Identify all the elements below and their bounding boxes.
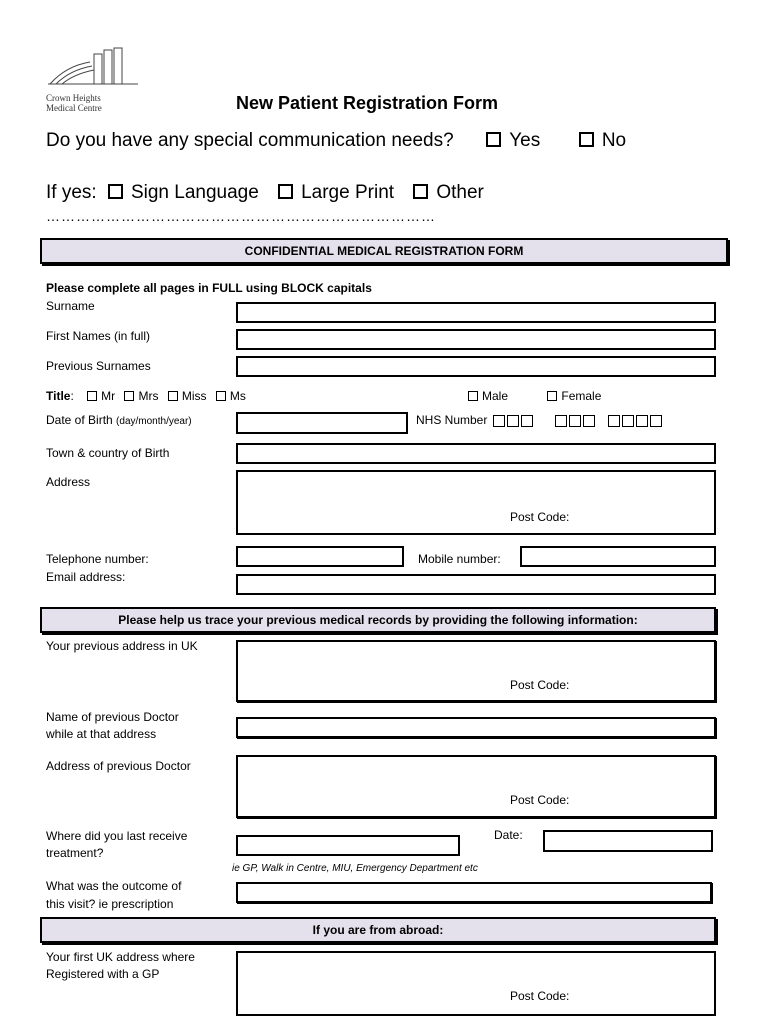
male-label: Male (482, 389, 509, 403)
communication-question-row (46, 130, 626, 152)
mrs-label: Mrs (138, 389, 159, 403)
outcome-label-1: What was the outcome of (46, 879, 182, 893)
date-label: Date: (494, 828, 523, 842)
other-dotted-line: …………………………………………………………………… (46, 208, 436, 224)
gender-row (464, 388, 601, 405)
email-field[interactable] (236, 574, 716, 595)
prev-doctor-address-field[interactable] (236, 755, 716, 818)
outcome-label-2: this visit? ie prescription (46, 897, 174, 911)
first-uk-address-field[interactable] (236, 951, 716, 1016)
ms-checkbox[interactable] (216, 391, 226, 401)
trace-records-banner: Please help us trace your previous medical records by providing the following information: (40, 607, 716, 633)
dob-label-row (46, 412, 192, 430)
address-postcode-label: Post Code: (510, 510, 570, 524)
first-uk-postcode-label: Post Code: (510, 989, 570, 1003)
other-checkbox[interactable] (413, 184, 428, 199)
previous-surnames-field[interactable] (236, 356, 716, 377)
first-uk-address-label-2: Registered with a GP (46, 967, 160, 981)
surname-label: Surname (46, 299, 95, 313)
prev-address-postcode-label: Post Code: (510, 678, 570, 692)
building-logo-icon (46, 44, 146, 88)
dob-label: Date of Birth (46, 413, 113, 427)
communication-question: Do you have any special communication needs? (46, 130, 454, 151)
instruction-text: Please complete all pages in FULL using BLOCK capitals (46, 281, 372, 295)
if-yes-row (46, 182, 484, 204)
prev-doctor-field[interactable] (236, 717, 716, 738)
first-names-label: First Names (in full) (46, 329, 151, 343)
if-yes-label: If yes: (46, 182, 97, 203)
mrs-checkbox[interactable] (124, 391, 134, 401)
yes-checkbox[interactable] (486, 132, 501, 147)
treatment-date-field[interactable] (543, 830, 713, 852)
mobile-field[interactable] (520, 546, 716, 567)
telephone-field[interactable] (236, 546, 404, 567)
title-colon: : (70, 389, 74, 403)
first-names-field[interactable] (236, 329, 716, 350)
email-label: Email address: (46, 570, 126, 584)
sign-language-checkbox[interactable] (108, 184, 123, 199)
mobile-label: Mobile number: (418, 552, 501, 566)
prev-doctor-address-label: Address of previous Doctor (46, 759, 191, 773)
last-treatment-field[interactable] (236, 835, 460, 856)
prev-address-field[interactable] (236, 640, 716, 702)
first-uk-address-label-1: Your first UK address where (46, 950, 195, 964)
yes-label: Yes (509, 130, 541, 151)
surname-field[interactable] (236, 302, 716, 323)
treatment-hint: ie GP, Walk in Centre, MIU, Emergency Department etc (232, 863, 478, 874)
large-print-label: Large Print (301, 182, 395, 203)
town-country-label: Town & country of Birth (46, 446, 170, 460)
telephone-label: Telephone number: (46, 552, 149, 566)
male-checkbox[interactable] (468, 391, 478, 401)
previous-surnames-label: Previous Surnames (46, 359, 151, 373)
mr-label: Mr (101, 389, 116, 403)
nhs-row (416, 412, 664, 429)
dob-field[interactable] (236, 412, 408, 434)
large-print-checkbox[interactable] (278, 184, 293, 199)
prev-address-label: Your previous address in UK (46, 639, 198, 653)
outcome-field[interactable] (236, 882, 712, 903)
miss-label: Miss (181, 389, 207, 403)
female-label: Female (561, 389, 602, 403)
confidential-banner: CONFIDENTIAL MEDICAL REGISTRATION FORM (40, 238, 728, 264)
last-treatment-label-2: treatment? (46, 846, 104, 860)
dob-format: (day/month/year) (116, 416, 192, 427)
mr-checkbox[interactable] (87, 391, 97, 401)
title-label: Title (46, 389, 71, 403)
logo-line-1: Crown Heights (46, 93, 101, 103)
address-label: Address (46, 475, 91, 489)
nhs-boxes[interactable] (493, 412, 664, 429)
last-treatment-label-1: Where did you last receive (46, 829, 188, 843)
title-row (46, 388, 246, 405)
no-label: No (601, 130, 627, 151)
address-field[interactable] (236, 470, 716, 535)
form-title: New Patient Registration Form (236, 93, 499, 113)
prev-doctor-postcode-label: Post Code: (510, 793, 570, 807)
sign-language-label: Sign Language (130, 182, 259, 203)
nhs-label: NHS Number (416, 413, 488, 427)
other-label: Other (436, 182, 484, 203)
prev-doctor-label-1: Name of previous Doctor (46, 710, 179, 724)
clinic-logo (46, 44, 146, 113)
abroad-banner: If you are from abroad: (40, 917, 716, 943)
prev-doctor-label-2: while at that address (46, 727, 157, 741)
town-country-field[interactable] (236, 443, 716, 464)
miss-checkbox[interactable] (168, 391, 178, 401)
female-checkbox[interactable] (547, 391, 557, 401)
no-checkbox[interactable] (579, 132, 594, 147)
logo-line-2: Medical Centre (46, 103, 102, 113)
ms-label: Ms (229, 389, 246, 403)
